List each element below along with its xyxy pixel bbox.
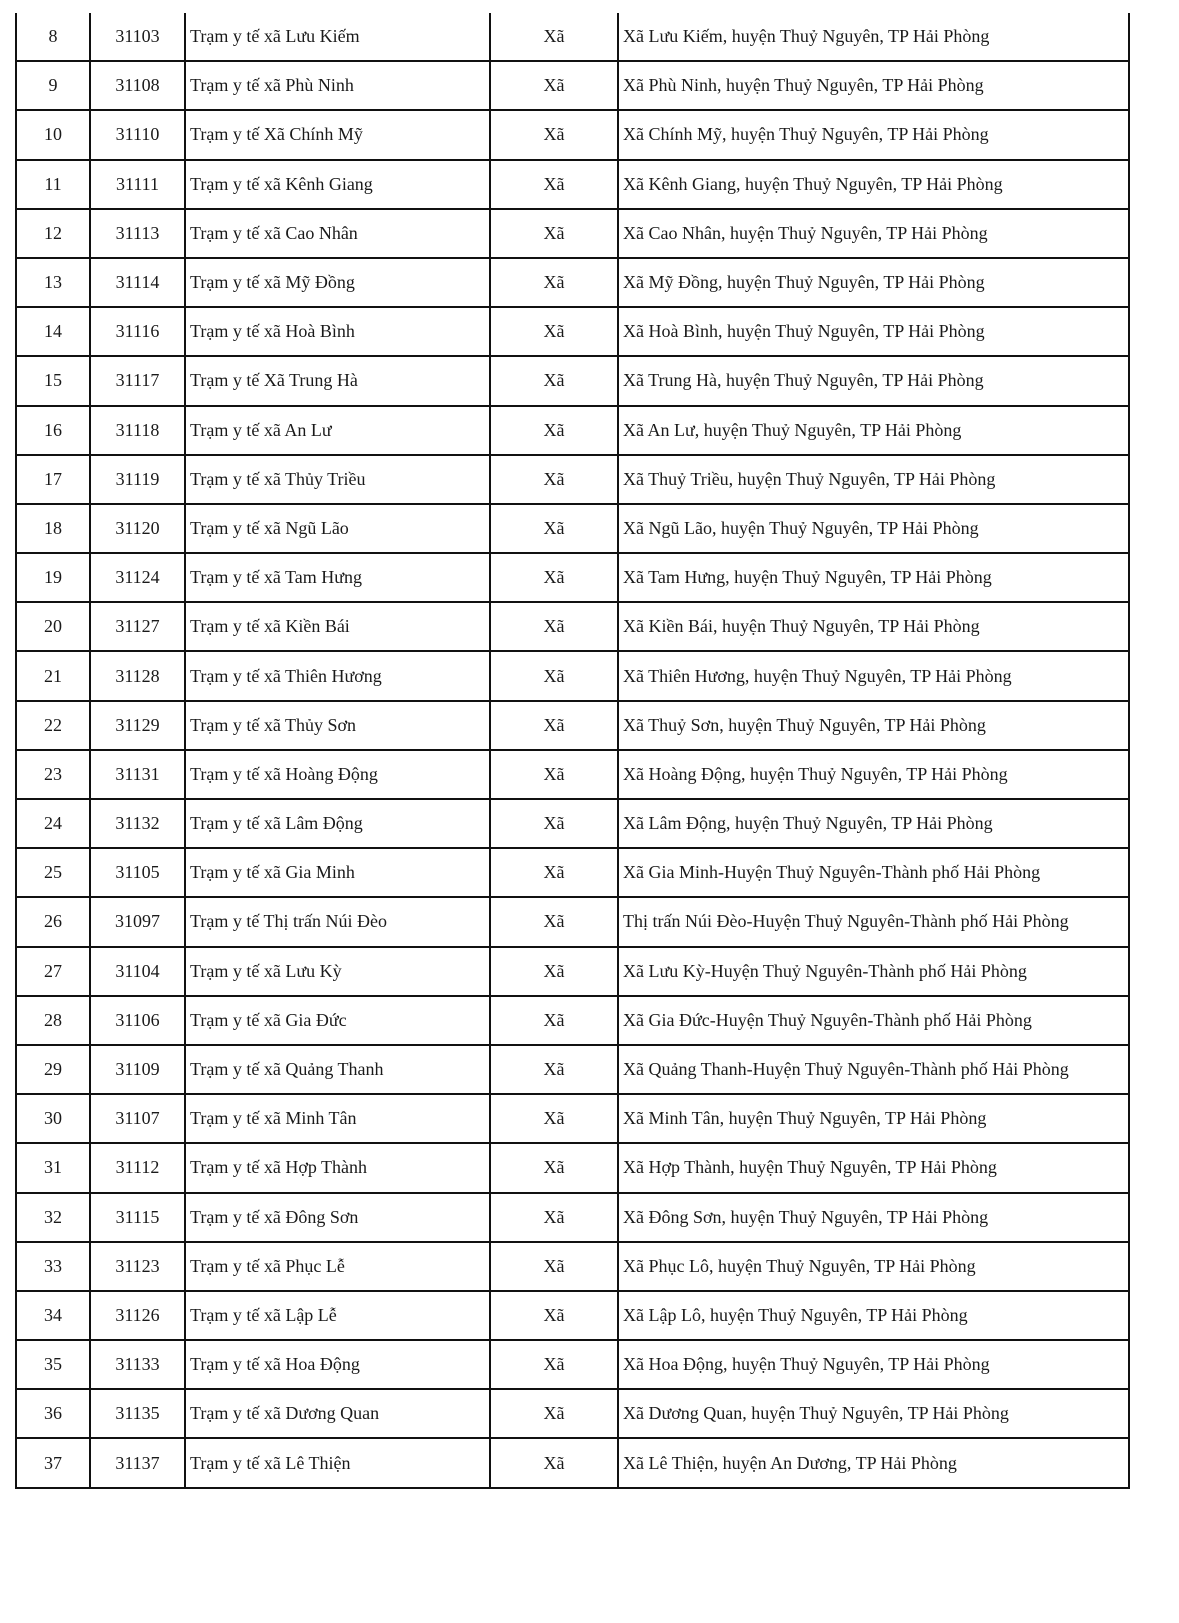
facility-type-cell: Xã [490, 1389, 618, 1438]
row-number-cell: 23 [16, 750, 90, 799]
facility-name-cell: Trạm y tế xã Lâm Động [185, 799, 490, 848]
facility-address-cell: Xã Thiên Hương, huyện Thuỷ Nguyên, TP Hải Phòng [618, 651, 1129, 700]
facility-name-cell: Trạm y tế xã Lưu Kiếm [185, 13, 490, 61]
row-number-cell: 15 [16, 356, 90, 405]
facility-name-cell: Trạm y tế xã Cao Nhân [185, 209, 490, 258]
facility-address-cell: Xã Gia Minh-Huyện Thuỷ Nguyên-Thành phố Hải Phòng [618, 848, 1129, 897]
facility-address-cell: Xã Kiền Bái, huyện Thuỷ Nguyên, TP Hải Phòng [618, 602, 1129, 651]
row-number-cell: 18 [16, 504, 90, 553]
facility-type-cell: Xã [490, 1242, 618, 1291]
facility-type-cell: Xã [490, 455, 618, 504]
facility-name-cell: Trạm y tế xã Phục Lễ [185, 1242, 490, 1291]
table-row [16, 553, 1129, 602]
table-row [16, 1143, 1129, 1192]
row-number-cell: 36 [16, 1389, 90, 1438]
facility-type-cell: Xã [490, 258, 618, 307]
facility-address-cell: Xã Chính Mỹ, huyện Thuỷ Nguyên, TP Hải Phòng [618, 110, 1129, 159]
facility-type-cell: Xã [490, 1143, 618, 1192]
facility-type-cell: Xã [490, 897, 618, 946]
facility-code-cell: 31133 [90, 1340, 185, 1389]
facility-type-cell: Xã [490, 1291, 618, 1340]
facility-name-cell: Trạm y tế xã Hoàng Động [185, 750, 490, 799]
facility-name-cell: Trạm y tế xã Minh Tân [185, 1094, 490, 1143]
row-number-cell: 32 [16, 1193, 90, 1242]
health-station-table-container [15, 13, 1128, 1489]
facility-address-cell: Xã Minh Tân, huyện Thuỷ Nguyên, TP Hải Phòng [618, 1094, 1129, 1143]
facility-code-cell: 31120 [90, 504, 185, 553]
table-row [16, 160, 1129, 209]
facility-name-cell: Trạm y tế xã Tam Hưng [185, 553, 490, 602]
row-number-cell: 20 [16, 602, 90, 651]
facility-type-cell: Xã [490, 701, 618, 750]
facility-address-cell: Xã Phù Ninh, huyện Thuỷ Nguyên, TP Hải Phòng [618, 61, 1129, 110]
facility-type-cell: Xã [490, 13, 618, 61]
facility-type-cell: Xã [490, 209, 618, 258]
facility-code-cell: 31117 [90, 356, 185, 405]
row-number-cell: 25 [16, 848, 90, 897]
row-number-cell: 26 [16, 897, 90, 946]
facility-address-cell: Xã An Lư, huyện Thuỷ Nguyên, TP Hải Phòng [618, 406, 1129, 455]
facility-address-cell: Xã Lưu Kiếm, huyện Thuỷ Nguyên, TP Hải Phòng [618, 13, 1129, 61]
facility-type-cell: Xã [490, 61, 618, 110]
facility-address-cell: Xã Lưu Kỳ-Huyện Thuỷ Nguyên-Thành phố Hải Phòng [618, 947, 1129, 996]
facility-code-cell: 31116 [90, 307, 185, 356]
facility-type-cell: Xã [490, 1193, 618, 1242]
facility-name-cell: Trạm y tế xã An Lư [185, 406, 490, 455]
table-row [16, 1242, 1129, 1291]
facility-address-cell: Xã Hoà Bình, huyện Thuỷ Nguyên, TP Hải Phòng [618, 307, 1129, 356]
facility-name-cell: Trạm y tế xã Kênh Giang [185, 160, 490, 209]
table-row [16, 209, 1129, 258]
facility-address-cell: Xã Lê Thiện, huyện An Dương, TP Hải Phòng [618, 1438, 1129, 1487]
table-row [16, 1291, 1129, 1340]
facility-name-cell: Trạm y tế xã Thiên Hương [185, 651, 490, 700]
table-row [16, 701, 1129, 750]
table-row [16, 455, 1129, 504]
row-number-cell: 33 [16, 1242, 90, 1291]
facility-address-cell: Xã Hoa Động, huyện Thuỷ Nguyên, TP Hải Phòng [618, 1340, 1129, 1389]
facility-type-cell: Xã [490, 553, 618, 602]
facility-name-cell: Trạm y tế Xã Trung Hà [185, 356, 490, 405]
facility-type-cell: Xã [490, 947, 618, 996]
table-row [16, 307, 1129, 356]
facility-name-cell: Trạm y tế xã Ngũ Lão [185, 504, 490, 553]
table-row [16, 13, 1129, 61]
facility-code-cell: 31097 [90, 897, 185, 946]
row-number-cell: 16 [16, 406, 90, 455]
health-station-table [15, 13, 1130, 1489]
facility-address-cell: Xã Kênh Giang, huyện Thuỷ Nguyên, TP Hải Phòng [618, 160, 1129, 209]
facility-name-cell: Trạm y tế xã Kiền Bái [185, 602, 490, 651]
facility-code-cell: 31111 [90, 160, 185, 209]
facility-address-cell: Xã Thuỷ Sơn, huyện Thuỷ Nguyên, TP Hải Phòng [618, 701, 1129, 750]
facility-code-cell: 31114 [90, 258, 185, 307]
facility-name-cell: Trạm y tế xã Lê Thiện [185, 1438, 490, 1487]
row-number-cell: 12 [16, 209, 90, 258]
facility-address-cell: Xã Quảng Thanh-Huyện Thuỷ Nguyên-Thành phố Hải Phòng [618, 1045, 1129, 1094]
row-number-cell: 14 [16, 307, 90, 356]
table-row [16, 1094, 1129, 1143]
row-number-cell: 17 [16, 455, 90, 504]
row-number-cell: 30 [16, 1094, 90, 1143]
facility-code-cell: 31126 [90, 1291, 185, 1340]
table-row [16, 504, 1129, 553]
facility-name-cell: Trạm y tế xã Hoà Bình [185, 307, 490, 356]
facility-code-cell: 31110 [90, 110, 185, 159]
facility-code-cell: 31112 [90, 1143, 185, 1192]
facility-name-cell: Trạm y tế xã Lưu Kỳ [185, 947, 490, 996]
facility-address-cell: Xã Đông Sơn, huyện Thuỷ Nguyên, TP Hải Phòng [618, 1193, 1129, 1242]
table-row [16, 996, 1129, 1045]
facility-code-cell: 31108 [90, 61, 185, 110]
table-row [16, 947, 1129, 996]
row-number-cell: 13 [16, 258, 90, 307]
facility-name-cell: Trạm y tế Thị trấn Núi Đèo [185, 897, 490, 946]
facility-code-cell: 31109 [90, 1045, 185, 1094]
facility-type-cell: Xã [490, 356, 618, 405]
table-row [16, 848, 1129, 897]
facility-code-cell: 31131 [90, 750, 185, 799]
facility-address-cell: Xã Trung Hà, huyện Thuỷ Nguyên, TP Hải Phòng [618, 356, 1129, 405]
facility-code-cell: 31128 [90, 651, 185, 700]
facility-address-cell: Xã Hoàng Động, huyện Thuỷ Nguyên, TP Hải Phòng [618, 750, 1129, 799]
table-row [16, 1193, 1129, 1242]
facility-type-cell: Xã [490, 110, 618, 159]
facility-address-cell: Xã Dương Quan, huyện Thuỷ Nguyên, TP Hải Phòng [618, 1389, 1129, 1438]
table-row [16, 651, 1129, 700]
facility-code-cell: 31107 [90, 1094, 185, 1143]
table-row [16, 1340, 1129, 1389]
row-number-cell: 22 [16, 701, 90, 750]
table-row [16, 897, 1129, 946]
facility-name-cell: Trạm y tế xã Lập Lễ [185, 1291, 490, 1340]
row-number-cell: 8 [16, 13, 90, 61]
table-row [16, 110, 1129, 159]
row-number-cell: 29 [16, 1045, 90, 1094]
facility-type-cell: Xã [490, 848, 618, 897]
table-body [16, 13, 1129, 1488]
facility-code-cell: 31104 [90, 947, 185, 996]
row-number-cell: 27 [16, 947, 90, 996]
facility-address-cell: Thị trấn Núi Đèo-Huyện Thuỷ Nguyên-Thành phố Hải Phòng [618, 897, 1129, 946]
facility-code-cell: 31127 [90, 602, 185, 651]
facility-type-cell: Xã [490, 1045, 618, 1094]
facility-name-cell: Trạm y tế xã Thủy Triều [185, 455, 490, 504]
facility-type-cell: Xã [490, 996, 618, 1045]
facility-type-cell: Xã [490, 1094, 618, 1143]
table-row [16, 406, 1129, 455]
facility-code-cell: 31119 [90, 455, 185, 504]
table-row [16, 750, 1129, 799]
facility-name-cell: Trạm y tế xã Mỹ Đồng [185, 258, 490, 307]
table-row [16, 61, 1129, 110]
facility-type-cell: Xã [490, 651, 618, 700]
facility-name-cell: Trạm y tế xã Hoa Động [185, 1340, 490, 1389]
facility-code-cell: 31105 [90, 848, 185, 897]
row-number-cell: 19 [16, 553, 90, 602]
facility-address-cell: Xã Gia Đức-Huyện Thuỷ Nguyên-Thành phố Hải Phòng [618, 996, 1129, 1045]
row-number-cell: 28 [16, 996, 90, 1045]
row-number-cell: 31 [16, 1143, 90, 1192]
table-row [16, 799, 1129, 848]
table-row [16, 1438, 1129, 1487]
facility-name-cell: Trạm y tế xã Quảng Thanh [185, 1045, 490, 1094]
facility-code-cell: 31113 [90, 209, 185, 258]
table-row [16, 1045, 1129, 1094]
facility-type-cell: Xã [490, 602, 618, 651]
facility-address-cell: Xã Hợp Thành, huyện Thuỷ Nguyên, TP Hải Phòng [618, 1143, 1129, 1192]
facility-name-cell: Trạm y tế xã Đông Sơn [185, 1193, 490, 1242]
table-row [16, 258, 1129, 307]
table-row [16, 602, 1129, 651]
facility-code-cell: 31137 [90, 1438, 185, 1487]
facility-type-cell: Xã [490, 750, 618, 799]
row-number-cell: 10 [16, 110, 90, 159]
facility-code-cell: 31103 [90, 13, 185, 61]
facility-name-cell: Trạm y tế xã Gia Minh [185, 848, 490, 897]
facility-name-cell: Trạm y tế xã Thủy Sơn [185, 701, 490, 750]
facility-address-cell: Xã Lập Lô, huyện Thuỷ Nguyên, TP Hải Phòng [618, 1291, 1129, 1340]
table-row [16, 1389, 1129, 1438]
facility-name-cell: Trạm y tế Xã Chính Mỹ [185, 110, 490, 159]
facility-type-cell: Xã [490, 160, 618, 209]
facility-name-cell: Trạm y tế xã Hợp Thành [185, 1143, 490, 1192]
facility-address-cell: Xã Phục Lô, huyện Thuỷ Nguyên, TP Hải Phòng [618, 1242, 1129, 1291]
facility-type-cell: Xã [490, 406, 618, 455]
facility-name-cell: Trạm y tế xã Gia Đức [185, 996, 490, 1045]
row-number-cell: 34 [16, 1291, 90, 1340]
facility-type-cell: Xã [490, 1340, 618, 1389]
facility-code-cell: 31115 [90, 1193, 185, 1242]
row-number-cell: 37 [16, 1438, 90, 1487]
row-number-cell: 35 [16, 1340, 90, 1389]
table-row [16, 356, 1129, 405]
facility-type-cell: Xã [490, 1438, 618, 1487]
facility-code-cell: 31106 [90, 996, 185, 1045]
facility-code-cell: 31118 [90, 406, 185, 455]
facility-type-cell: Xã [490, 799, 618, 848]
facility-address-cell: Xã Lâm Động, huyện Thuỷ Nguyên, TP Hải Phòng [618, 799, 1129, 848]
facility-address-cell: Xã Ngũ Lão, huyện Thuỷ Nguyên, TP Hải Phòng [618, 504, 1129, 553]
facility-address-cell: Xã Tam Hưng, huyện Thuỷ Nguyên, TP Hải Phòng [618, 553, 1129, 602]
row-number-cell: 9 [16, 61, 90, 110]
row-number-cell: 24 [16, 799, 90, 848]
facility-name-cell: Trạm y tế xã Phù Ninh [185, 61, 490, 110]
facility-address-cell: Xã Thuỷ Triều, huyện Thuỷ Nguyên, TP Hải Phòng [618, 455, 1129, 504]
facility-name-cell: Trạm y tế xã Dương Quan [185, 1389, 490, 1438]
facility-code-cell: 31124 [90, 553, 185, 602]
facility-address-cell: Xã Mỹ Đồng, huyện Thuỷ Nguyên, TP Hải Phòng [618, 258, 1129, 307]
facility-address-cell: Xã Cao Nhân, huyện Thuỷ Nguyên, TP Hải Phòng [618, 209, 1129, 258]
facility-type-cell: Xã [490, 307, 618, 356]
facility-code-cell: 31123 [90, 1242, 185, 1291]
facility-code-cell: 31135 [90, 1389, 185, 1438]
facility-code-cell: 31129 [90, 701, 185, 750]
row-number-cell: 11 [16, 160, 90, 209]
facility-type-cell: Xã [490, 504, 618, 553]
facility-code-cell: 31132 [90, 799, 185, 848]
row-number-cell: 21 [16, 651, 90, 700]
